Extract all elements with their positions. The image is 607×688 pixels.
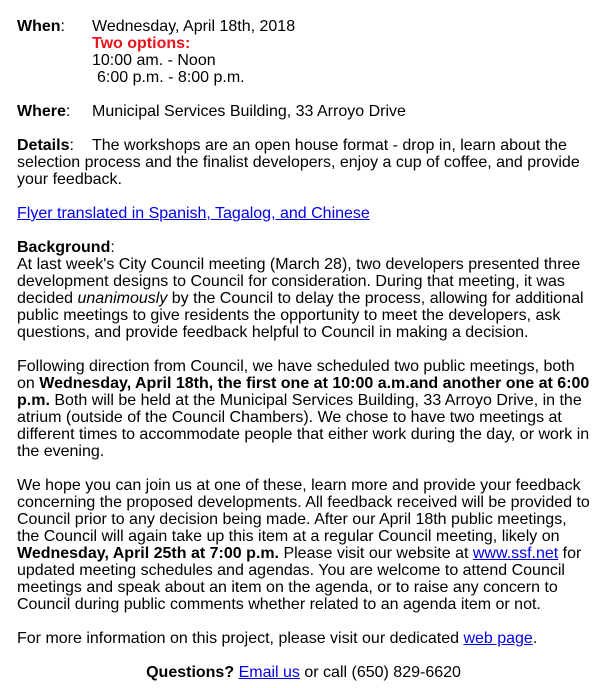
paragraph-line: Following direction from Council, we have scheduled two public meetings, both [17, 358, 575, 375]
flyer-row [17, 205, 370, 222]
text-span: . [532, 630, 538, 647]
details-text-line: your feedback. [17, 171, 122, 188]
paragraph-line: development designs to Council for consideration. During that meeting, it was [17, 273, 565, 290]
paragraph-line: public meetings to give residents the opportunity to meet the developers, ask [17, 307, 561, 324]
paragraph-line: the evening. [17, 443, 105, 460]
paragraph-line: questions, and provide feedback helpful to Council in making a decision. [17, 324, 529, 341]
when-label: When [17, 18, 61, 35]
details-row [17, 137, 74, 154]
text-span: for [558, 545, 582, 562]
text-span: Both will be held at the Municipal Services Building, 33 Arroyo Drive, in the [49, 392, 582, 409]
questions-label: Questions? [146, 664, 235, 681]
where-value: Municipal Services Building, 33 Arroyo Drive [92, 103, 406, 120]
questions-line [0, 664, 607, 681]
when-colon: : [60, 18, 65, 35]
paragraph-line: the Council will again take up this item at a regular Council meeting, likely on [17, 528, 560, 545]
bold-meeting-time: p.m. [17, 392, 50, 409]
option-evening: 6:00 p.m. - 8:00 p.m. [97, 69, 245, 86]
paragraph-line [17, 290, 584, 307]
background-heading [17, 239, 115, 256]
bold-council-date: Wednesday, April 25th at 7:00 p.m. [17, 545, 279, 562]
when-row [17, 18, 65, 35]
flyer-link[interactable]: Flyer translated in Spanish, Tagalog, and Chinese [17, 205, 370, 222]
emphasis-unanimously: unanimously [77, 290, 168, 307]
text-span: Please visit our website at [279, 545, 473, 562]
paragraph-line: Council prior to any decision being made. After our April 18th public meetings, [17, 511, 567, 528]
paragraph-line: meetings and speak about an item on the agenda, or to raise any concern to [17, 579, 558, 596]
more-info-line [17, 630, 537, 647]
text-span: decided [17, 290, 78, 307]
text-span: For more information on this project, please visit our dedicated [17, 630, 464, 647]
paragraph-line: We hope you can join us at one of these, learn more and provide your feedback [17, 477, 581, 494]
phone-text: or call (650) 829-6620 [299, 664, 461, 681]
details-text-line: The workshops are an open house format - drop in, learn about the [92, 137, 567, 154]
background-colon: : [110, 239, 115, 256]
options-heading: Two options: [92, 35, 191, 52]
paragraph-line: At last week's City Council meeting (March 28), two developers presented three [17, 256, 581, 273]
paragraph-line: concerning the proposed developments. All feedback received will be provided to [17, 494, 590, 511]
paragraph-line: different times to accommodate people that either work during the day, or work in [17, 426, 590, 443]
details-text-line: selection process and the finalist developers, enjoy a cup of coffee, and provide [17, 154, 580, 171]
text-span: on [17, 375, 40, 392]
where-colon: : [65, 103, 71, 120]
bold-meeting-date: Wednesday, April 18th, the first one at 10:00 a.m.and another one at 6:00 [39, 375, 590, 392]
where-label: Where [17, 103, 66, 120]
when-value: Wednesday, April 18th, 2018 [92, 18, 296, 35]
option-morning: 10:00 am. - Noon [92, 52, 216, 69]
email-us-link[interactable]: Email us [238, 664, 300, 681]
details-colon: : [69, 137, 74, 154]
details-label: Details [17, 137, 70, 154]
paragraph-line [17, 392, 582, 409]
where-row [17, 103, 70, 120]
paragraph-line: updated meeting schedules and agendas. You are welcome to attend Council [17, 562, 565, 579]
text-span: by the Council to delay the process, allowing for additional [167, 290, 584, 307]
paragraph-line: atrium (outside of the Council Chambers). We chose to have two meetings at [17, 409, 562, 426]
website-link[interactable]: www.ssf.net [472, 545, 559, 562]
web-page-link[interactable]: web page [463, 630, 533, 647]
background-label: Background [17, 239, 111, 256]
paragraph-line [17, 545, 581, 562]
paragraph-line [17, 375, 589, 392]
paragraph-line: Council during public comments whether related to an agenda item or not. [17, 596, 541, 613]
